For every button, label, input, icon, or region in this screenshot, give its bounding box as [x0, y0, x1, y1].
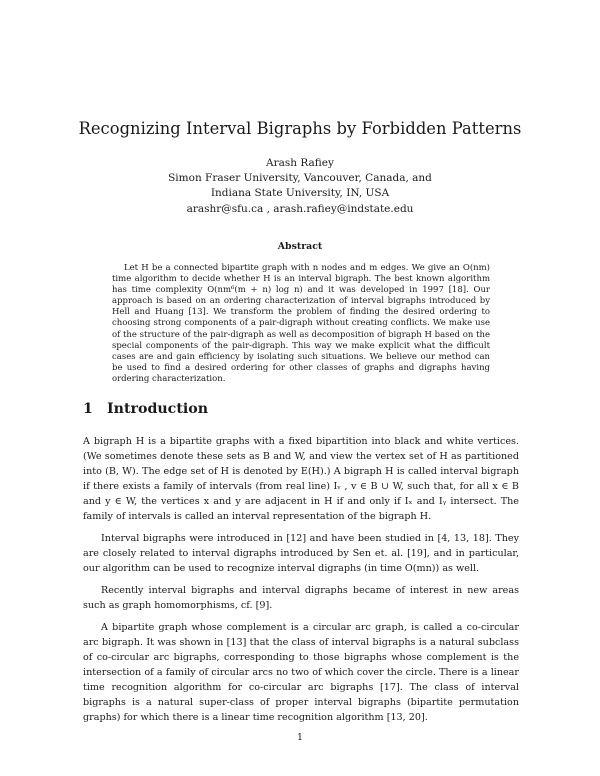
body-paragraph: A bigraph H is a bipartite graphs with a fixed bipartition into black and white vertices. (We sometimes denote these sets as B and W, and view the vertex set of H as partitioned into (B, W). The edge set of H is denoted by E(H).) A bigraph H is called interval bigraph if there exists a family of intervals (from real line) Iᵥ , v ∈ B ∪ W, such that, for all x ∈ B and y ∈ W, the vertices x and y are adjacent in H if and only if Iₓ and Iᵧ intersect. The family of intervals is called an interval representation of the bigraph H. [83, 436, 519, 522]
section-body [83, 434, 519, 732]
body-paragraph: Interval bigraphs were introduced in [12] and have been studied in [4, 13, 18]. They are closely related to interval digraphs introduced by Sen et. al. [19], and in particular, our algorithm can be used to recognize interval digraphs (in time O(mn)) as well. [83, 533, 519, 574]
abstract-text: Let H be a connected bipartite graph with n nodes and m edges. We give an O(nm) time algorithm to decide whether H is an interval bigraph. The best known algorithm has time complexity O(nm⁶(m + n) log n) and it was developed in 1997 [18]. Our approach is based on an ordering characterization of interval bigraphs introduced by Hell and Huang [13]. We transform the problem of finding the desired ordering to choosing strong components of a pair-digraph without creating conflicts. We make use of the structure of the pair-digraph as well as decomposition of bigraph H based on the special components of the pair-digraph. This way we make explicit what the difficult cases are and gain efficiency by isolating such situations. We believe our method can be used to find a desired ordering for other classes of graphs and digraphs having ordering characterization. [112, 263, 490, 384]
abstract-heading: Abstract [277, 241, 323, 252]
page-number: 1 [297, 732, 303, 743]
author-affiliation-2: Indiana State University, IN, USA [210, 187, 390, 200]
section-heading [83, 401, 208, 417]
abstract-body [112, 263, 490, 385]
body-paragraph: A bipartite graph whose complement is a circular arc graph, is called a co-circular arc bigraph. It was shown in [13] that the class of interval bigraphs is a natural subclass of co-circular arc bigraphs, corresponding to those bigraphs whose complement is the intersection of a family of circular arcs no two of which cover the circle. There is a linear time recognition algorithm for co-circular arc bigraphs [17]. The class of interval bigraphs is a natural super-class of proper interval bigraphs (bipartite permutation graphs) for which there is a linear time recognition algorithm [13, 20]. [83, 622, 519, 723]
section-number: 1 [83, 401, 93, 417]
author-block [0, 156, 600, 217]
author-name: Arash Rafiey [266, 157, 334, 169]
author-affiliation-1: Simon Fraser University, Vancouver, Canada, and [168, 172, 432, 185]
author-emails: arashr@sfu.ca , arash.rafiey@indstate.edu [186, 202, 414, 215]
paper-title: Recognizing Interval Bigraphs by Forbidden Patterns [78, 119, 522, 138]
body-paragraph: Recently interval bigraphs and interval digraphs became of interest in new areas such as graph homomorphisms, cf. [9]. [83, 585, 519, 611]
section-title: Introduction [107, 401, 209, 417]
